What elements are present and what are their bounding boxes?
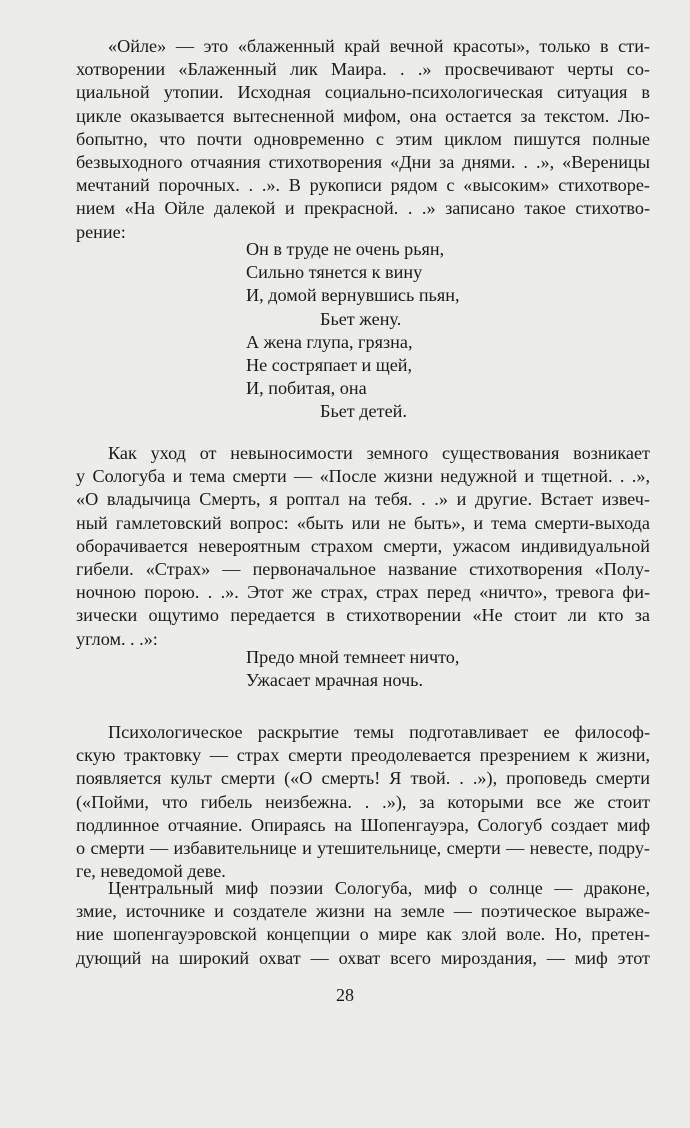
text-line: ге, неведомой деве. [76,861,226,882]
text-line: Психологическое раскрытие темы подготавливает ее философ- [108,722,650,742]
verse-line: Он в труде не очень рьян, [246,239,445,259]
poem-2 [246,646,459,692]
text-line: безвыходного отчаяния стихотворения «Дни за днями. . .», «Вереницы [76,151,650,172]
text-line: бопытно, что почти одновременно с этим циклом пишутся полные [76,128,650,149]
paragraph-4 [76,877,650,970]
text-line: Центральный миф поэзии Сологуба, миф о солнце — драконе, [108,878,650,898]
text-line: нием «На Ойле далекой и прекрасной. . .» записано такое стихотво- [76,198,650,219]
text-line: «О владычица Смерть, я роптал на тебя. . .» и другие. Встает извеч- [76,489,650,510]
text-line: зически ощутимо передается в стихотворении «Не стоит ли кто за [76,605,650,626]
text-line: углом. . .»: [76,628,158,649]
text-line: о смерти — избавительнице и утешительнице, смерти — невесте, подру- [76,837,650,858]
verse-line: Сильно тянется к вину [246,262,423,283]
text-line: ние шопенгауэровской концепции о мире как злой воле. Но, претен- [76,924,650,945]
text-line: дующий на широкий охват — охват всего мироздания, — миф этот [76,947,650,968]
text-line: у Сологуба и тема смерти — «После жизни недужной и тщетной. . .», [76,466,650,487]
paragraph-2 [76,442,650,651]
text-line: мечтаний порочных. . .». В рукописи рядом с «высоким» стихотворе- [76,175,650,196]
text-line: подлинное отчаяние. Опираясь на Шопенгауэра, Сологуб создает миф [76,814,650,835]
paragraph-3 [76,721,650,883]
text-line: змие, источнике и создателе жизни на земле — поэтическое выраже- [76,901,650,922]
verse-line: Бьет жену. [320,308,402,329]
verse-line: Ужасает мрачная ночь. [246,670,424,691]
text-line: («Пойми, что гибель неизбежна. . .»), за которыми все же стоит [76,791,650,812]
verse-line: Бьет детей. [320,401,407,422]
text-line: скую трактовку — страх смерти преодолевается презрением к жизни, [76,745,650,766]
text-line: цикле оказывается вытесненной мифом, она остается за текстом. Лю- [76,105,650,126]
text-line: хотворении «Блаженный лик Маира. . .» просвечивают черты со- [76,59,650,80]
text-line: ный гамлетовский вопрос: «быть или не быть», и тема смерти-выхода [76,512,650,533]
page-number: 28 [336,985,354,1005]
text-line: циальной утопии. Исходная социально-психологическая ситуация в [76,82,650,103]
verse-line: И, домой вернувшись пьян, [246,285,460,306]
text-line: оборачивается невероятным страхом смерти, ужасом индивидуальной [76,535,650,556]
verse-line: Предо мной темнеет ничто, [246,647,460,667]
text-line: появляется культ смерти («О смерть! Я твой. . .»), проповедь смерти [76,768,650,789]
text-line: гибели. «Страх» — первоначальное название стихотворения «Полу- [76,558,650,579]
verse-line: И, побитая, она [246,378,367,399]
verse-line: А жена глупа, грязна, [246,331,413,352]
text-line: ночною порою. . .». Этот же страх, страх перед «ничто», тревога фи- [76,582,650,603]
verse-line: Не состряпает и щей, [246,354,413,375]
text-line: Как уход от невыносимости земного существования возникает [108,443,650,463]
text-line: «Ойле» — это «блаженный край вечной красоты», только в сти- [108,36,650,56]
text-line: рение: [76,221,126,242]
paragraph-1 [76,35,650,244]
poem-1 [246,238,460,424]
